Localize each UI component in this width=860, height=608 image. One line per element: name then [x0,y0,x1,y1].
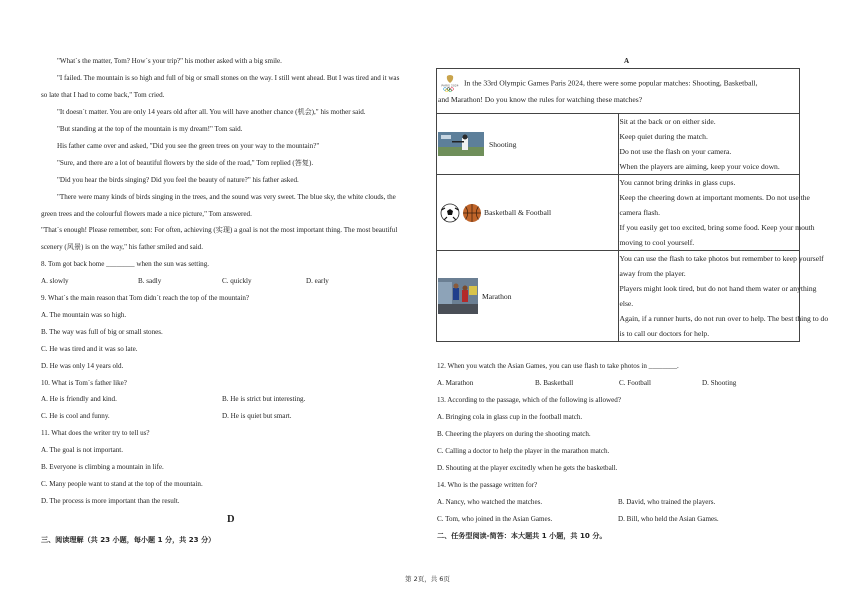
q10-option-b[interactable]: B. He is strict but interesting. [222,395,306,403]
story-line-6: His father came over and asked, "Did you see the green trees on your way to the mountain?" [57,142,320,150]
q13-option-a[interactable]: A. Bringing cola in glass cup in the football match. [437,413,583,421]
story-line-11: "That`s enough! Please remember, son: For often, achieving (实现) a goal is not the most important thing. The most beautiful [41,226,398,234]
q13-option-d[interactable]: D. Shouting at the player excitedly when he gets the basketball. [437,464,618,472]
logo-text: PARIS 2024 [441,83,459,88]
ball-label-cell [437,175,619,251]
q10-option-d[interactable]: D. He is quiet but smart. [222,412,292,420]
q8-option-b[interactable]: B. sadly [138,277,162,285]
q11-option-a[interactable]: A. The goal is not important. [41,446,124,454]
q9-option-b[interactable]: B. The way was full of big or small stones. [41,328,163,336]
story-line-1: "What`s the matter, Tom? How`s your trip?" his mother asked with a big smile. [57,57,282,65]
section-2-heading: 二、任务型阅读-简答：本大题共 1 小题，共 10 分。 [437,531,607,540]
marathon-photo-icon [438,278,478,314]
marathon-label-cell [437,251,619,342]
paris-2024-logo-icon [440,75,460,92]
q12-option-a[interactable]: A. Marathon [437,379,474,387]
story-line-10: green trees and the colourful flowers made a nice picture," Tom answered. [41,210,252,218]
ball-rule-1: You cannot bring drinks in glass cups. [619,178,736,187]
marathon-rule-5: Again, if a runner hurts, do not run over to help. The best thing to do [619,314,829,323]
ball-rules-cell [618,175,815,251]
part-d-heading: D [227,514,235,525]
q10-option-a[interactable]: A. He is friendly and kind. [41,395,117,403]
q14-option-b[interactable]: B. David, who trained the players. [618,498,716,506]
question-8: 8. Tom got back home ________ when the sun was setting. [41,260,210,268]
q12-option-b[interactable]: B. Basketball [535,379,574,387]
q9-option-d[interactable]: D. He was only 14 years old. [41,362,124,370]
story-line-9: "There were many kinds of birds singing in the trees, and the sound was very sweet. The blue sky, the white clouds, the [57,193,396,201]
marathon-rule-2: away from the player. [619,269,686,278]
q12-option-c[interactable]: C. Football [619,379,651,387]
intro-cell [437,69,800,114]
marathon-rules-cell [618,251,829,342]
q8-option-c[interactable]: C. quickly [222,277,252,285]
story-line-4: "It doesn`t matter. You are only 14 years old after all. You will have another chance (机会)," his mother said. [57,108,366,116]
shooting-rule-4: When the players are aiming, keep your voice down. [619,162,780,171]
q14-option-a[interactable]: A. Nancy, who watched the matches. [437,498,543,506]
ball-rule-3: camera flash. [619,208,660,217]
q9-option-a[interactable]: A. The mountain was so high. [41,311,127,319]
q9-option-c[interactable]: C. He was tired and it was so late. [41,345,138,353]
marathon-rule-4: else. [619,299,634,308]
question-11: 11. What does the writer try to tell us? [41,429,150,437]
q11-option-d[interactable]: D. The process is more important than the result. [41,497,180,505]
question-10: 10. What is Tom`s father like? [41,379,127,387]
marathon-rule-6: is to call our doctors for help. [619,329,710,338]
q10-option-c[interactable]: C. He is cool and funny. [41,412,110,420]
shooting-rules-cell [618,114,800,175]
shooting-rule-3: Do not use the flash on your camera. [619,147,732,156]
q13-option-c[interactable]: C. Calling a doctor to help the player in the marathon match. [437,447,610,455]
marathon-label: Marathon [482,291,512,301]
ball-rule-5: moving to cool yourself. [619,238,695,247]
marathon-rule-1: You can use the flash to take photos but remember to keep yourself [619,254,824,263]
marathon-rule-3: Players might look tired, but do not hand them water or anything [619,284,817,293]
soccer-ball-basketball-icon [438,201,484,225]
page-footer: 第 2页，共 6页 [405,575,450,583]
question-9: 9. What`s the main reason that Tom didn`t reach the top of the mountain? [41,294,250,302]
q14-option-c[interactable]: C. Tom, who joined in the Asian Games. [437,515,553,523]
shooting-photo-icon [438,132,484,156]
shooting-rule-2: Keep quiet during the match. [619,132,708,141]
shooting-label: Shooting [489,139,517,149]
shooting-label-cell [437,114,619,175]
q11-option-c[interactable]: C. Many people want to stand at the top of the mountain. [41,480,203,488]
basketball-football-label: Basketball & Football [484,208,552,217]
story-line-2: "I failed. The mountain is so high and full of big or small stones on the way. I still went ahead. But I was tired and it was [57,74,400,82]
section-3-heading: 三、阅读理解（共 23 小题，每小题 1 分，共 23 分） [41,535,216,544]
shooting-rule-1: Sit at the back or on either side. [619,117,716,126]
intro-line-1 [437,75,799,92]
intro-text-1: In the 33rd Olympic Games Paris 2024, there were some popular matches: Shooting, Basketball, [464,78,758,88]
question-12: 12. When you watch the Asian Games, you can use flash to take photos in ________. [437,362,679,370]
q12-option-d[interactable]: D. Shooting [702,379,737,387]
story-line-3: so late that I had to come back," Tom cried. [41,91,165,99]
story-line-5: "But standing at the top of the mountain is my dream!" Tom said. [57,125,243,133]
q8-option-a[interactable]: A. slowly [41,277,69,285]
q11-option-b[interactable]: B. Everyone is climbing a mountain in life. [41,463,164,471]
intro-line-2: and Marathon! Do you know the rules for watching these matches? [438,95,643,104]
question-14: 14. Who is the passage written for? [437,481,538,489]
question-13: 13. According to the passage, which of the following is allowed? [437,396,622,404]
q14-option-d[interactable]: D. Bill, who held the Asian Games. [618,515,719,523]
part-a-heading: A [624,57,630,65]
q8-option-d[interactable]: D. early [306,277,329,285]
match-rules-table [436,68,829,342]
q13-option-b[interactable]: B. Cheering the players on during the shooting match. [437,430,591,438]
ball-rule-4: If you easily get too excited, bring some food. Keep your mouth [619,223,815,232]
story-line-12: scenery (风景) is on the way," his father smiled and said. [41,243,204,251]
ball-rule-2: Keep the cheering down at important moments. Do not use the [619,193,810,202]
story-line-8: "Did you hear the birds singing? Did you feel the beauty of nature?" his father asked. [57,176,299,184]
story-line-7: "Sure, and there are a lot of beautiful flowers by the side of the road," Tom replied (答复). [57,159,314,167]
